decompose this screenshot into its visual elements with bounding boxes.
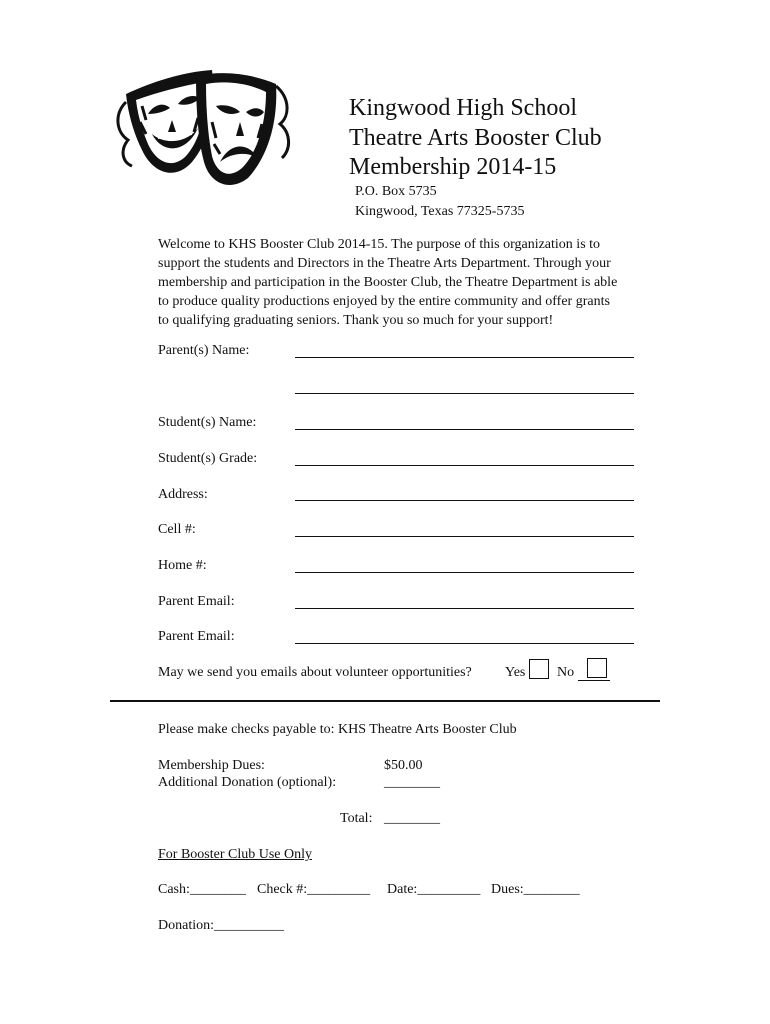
donation-field[interactable]: Donation:__________: [158, 918, 284, 933]
parents-name-label: Parent(s) Name:: [158, 343, 250, 358]
total-field[interactable]: ________: [384, 811, 440, 826]
parent-email-label-1: Parent Email:: [158, 594, 235, 609]
students-grade-field[interactable]: [295, 465, 634, 466]
section-divider: [110, 700, 660, 702]
membership-year: Membership 2014-15: [349, 154, 557, 180]
parent-email-label-2: Parent Email:: [158, 629, 235, 644]
mailing-address: [355, 182, 524, 222]
dues-field[interactable]: Dues:________: [491, 882, 580, 897]
home-field[interactable]: [295, 572, 634, 573]
home-label: Home #:: [158, 558, 207, 573]
students-grade-label: Student(s) Grade:: [158, 451, 258, 466]
membership-dues-amount: $50.00: [384, 758, 423, 773]
intro-line: to produce quality productions enjoyed by the entire community and offer grants: [158, 294, 610, 309]
cash-field[interactable]: Cash:________: [158, 882, 246, 897]
students-name-field[interactable]: [295, 429, 634, 430]
parent-email-field-1[interactable]: [295, 608, 634, 609]
cell-label: Cell #:: [158, 522, 196, 537]
theatre-masks-icon: [112, 62, 297, 192]
membership-dues-label: Membership Dues:: [158, 758, 265, 773]
address-field[interactable]: [295, 500, 634, 501]
volunteer-question: May we send you emails about volunteer opportunities?: [158, 665, 472, 680]
form-title: [349, 94, 602, 183]
school-name: Kingwood High School: [349, 95, 577, 121]
date-field[interactable]: Date:_________: [387, 882, 481, 897]
no-underline: [578, 680, 610, 681]
additional-donation-label: Additional Donation (optional):: [158, 775, 337, 790]
parents-name-field[interactable]: [295, 357, 634, 358]
yes-label: Yes: [505, 665, 526, 680]
yes-checkbox[interactable]: [529, 659, 549, 679]
office-use-heading: For Booster Club Use Only: [158, 847, 312, 862]
city-state-zip: Kingwood, Texas 77325-5735: [355, 204, 525, 219]
intro-line: Welcome to KHS Booster Club 2014-15. The purpose of this organization is to: [158, 237, 601, 252]
no-label: No: [557, 665, 575, 680]
intro-line: to qualifying graduating seniors. Thank you so much for your support!: [158, 313, 554, 328]
students-name-label: Student(s) Name:: [158, 415, 257, 430]
intro-paragraph: [158, 235, 668, 330]
total-label: Total:: [340, 811, 373, 826]
intro-line: support the students and Directors in the Theatre Arts Department. Through your: [158, 256, 611, 271]
no-checkbox[interactable]: [587, 658, 607, 678]
cell-field[interactable]: [295, 536, 634, 537]
address-label: Address:: [158, 487, 208, 502]
intro-line: membership and participation in the Booster Club, the Theatre Department is able: [158, 275, 618, 290]
check-number-field[interactable]: Check #:_________: [257, 882, 371, 897]
parent-email-field-2[interactable]: [295, 643, 634, 644]
club-name: Theatre Arts Booster Club: [349, 124, 602, 151]
parents-name-field-2[interactable]: [295, 393, 634, 394]
additional-donation-field[interactable]: ________: [384, 775, 440, 790]
po-box: P.O. Box 5735: [355, 184, 437, 199]
checks-payable-text: Please make checks payable to: KHS Theatre Arts Booster Club: [158, 722, 517, 737]
